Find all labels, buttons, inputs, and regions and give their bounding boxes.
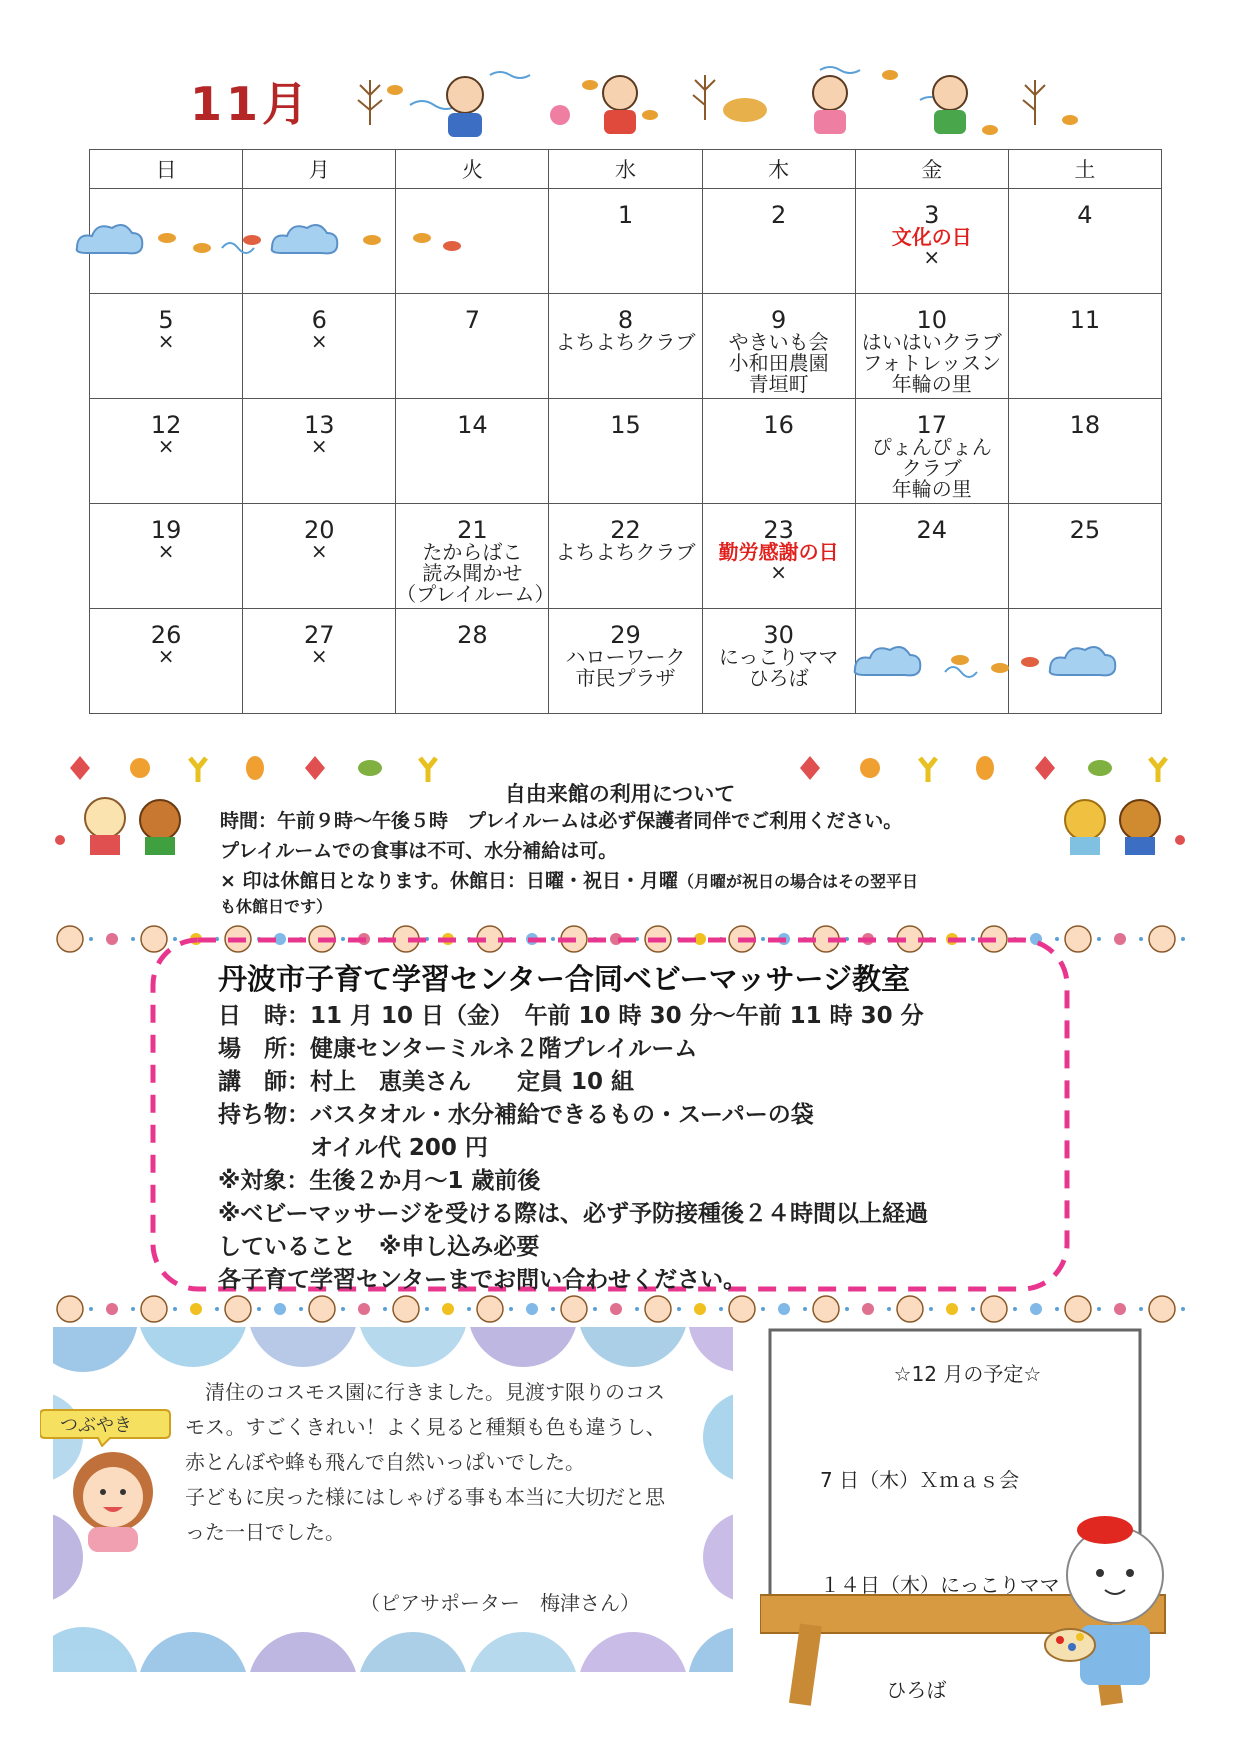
calendar-day-cell: [243, 609, 396, 714]
massage-oil-fee-line: オイル代 200 円: [218, 1135, 488, 1161]
weekday-sun: 日: [90, 150, 243, 189]
calendar-day-cell: [90, 399, 243, 504]
day-number: 28: [457, 621, 488, 649]
calendar-day-cell: [855, 294, 1008, 399]
header-illustration: [350, 55, 1090, 145]
closed-mark-icon: ×: [157, 539, 175, 563]
weekday-thu: 木: [702, 150, 855, 189]
child-illustration-icon: [447, 76, 967, 137]
calendar-day-cell: [1008, 294, 1161, 399]
cloud-decoration-icon: [850, 640, 1140, 690]
calendar-day-cell: [1008, 399, 1161, 504]
day-number: 10: [916, 306, 948, 334]
calendar-week-row: [90, 294, 1162, 399]
usage-title: 自由来館の利用について: [504, 782, 736, 806]
tweet-text: [185, 1375, 675, 1550]
weekday-header-row: [90, 150, 1162, 189]
day-number: 23: [763, 516, 794, 544]
tweet-paragraph-1: 清住のコスモス園に行きました。見渡す限りのコスモス。すごくきれい！よく見ると種類も色も違うし、赤とんぼや蜂も飛んで自然いっぱいでした。: [185, 1380, 666, 1474]
calendar-day-cell: [549, 189, 702, 294]
day-number: 6: [311, 306, 327, 334]
day-number: 8: [617, 306, 634, 334]
day-number: 4: [1077, 201, 1093, 229]
event-note: ひろば: [748, 666, 809, 690]
december-item-nikkori-cont: ひろば: [820, 1678, 947, 1702]
event-note: 読み聞かせ: [422, 561, 523, 585]
event-note: 年輪の里: [891, 477, 972, 501]
closed-mark-icon: ×: [157, 329, 175, 353]
day-number: 17: [916, 411, 948, 439]
day-number: 14: [457, 411, 488, 439]
weekday-sat: 土: [1008, 150, 1161, 189]
usage-info: [220, 806, 1050, 918]
day-number: 11: [1069, 306, 1101, 334]
calendar-day-cell: [702, 189, 855, 294]
calendar-day-cell: [90, 504, 243, 609]
massage-vaccine-note-line: ※ベビーマッサージを受ける際は、必ず予防接種後２４時間以上経過: [218, 1201, 929, 1227]
calendar-day-cell: [702, 504, 855, 609]
calendar-day-cell: [396, 609, 549, 714]
day-number: 29: [610, 621, 641, 649]
day-number: 16: [763, 411, 794, 439]
calendar-day-cell: [1008, 189, 1161, 294]
event-note: 市民プラザ: [575, 666, 676, 690]
day-number: 21: [457, 516, 488, 544]
massage-target-line: ※対象：生後２か月～1 歳前後: [218, 1168, 541, 1194]
day-number: 26: [150, 621, 182, 649]
usage-hours-line: 時間：午前９時～午後５時 プレイルームは必ず保護者同伴でご利用ください。: [220, 810, 903, 832]
event-note: やきいも会: [728, 330, 829, 354]
event-note: クラブ: [901, 456, 962, 480]
massage-items-line: 持ち物：バスタオル・水分補給できるもの・スーパーの袋: [218, 1102, 814, 1128]
calendar-day-cell: [855, 189, 1008, 294]
day-number: 1: [617, 201, 634, 229]
massage-contact-line: 各子育て学習センターまでお問い合わせください。: [218, 1267, 747, 1293]
massage-title: 丹波市子育て学習センター合同ベビーマッサージ教室: [218, 962, 910, 996]
calendar-day-cell: [243, 294, 396, 399]
december-schedule: [820, 1393, 1060, 1743]
closed-mark-icon: ×: [310, 644, 328, 668]
tweet-signature: （ピアサポーター 梅津さん）: [360, 1591, 640, 1615]
closed-mark-icon: ×: [923, 245, 941, 269]
weekday-mon: 月: [243, 150, 396, 189]
weekday-fri: 金: [855, 150, 1008, 189]
calendar-day-cell: [855, 504, 1008, 609]
december-item-xmas: 7 日（木）Ｘｍａｓ会: [820, 1468, 1020, 1492]
tweet-paragraph-2: 子どもに戻った様にはしゃげる事も本当に大切だと思った一日でした。: [185, 1485, 665, 1544]
calendar-day-cell: [396, 504, 555, 609]
calendar-day-cell: [396, 294, 549, 399]
event-note: フォトレッスン: [862, 351, 1002, 375]
closed-mark-icon: ×: [310, 434, 328, 458]
calendar-day-cell: [549, 399, 702, 504]
day-number: 30: [763, 621, 794, 649]
cloud-decoration-icon: [72, 218, 467, 268]
december-item-nikkori: １４日（木）にっこりママ: [820, 1573, 1060, 1597]
calendar-week-row: [90, 399, 1162, 504]
event-note: （プレイルーム）: [396, 582, 555, 606]
event-note: 年輪の里: [891, 372, 972, 396]
day-number: 15: [610, 411, 641, 439]
day-number: 18: [1069, 411, 1101, 439]
day-number: 9: [770, 306, 787, 334]
december-title: ☆12 月の予定☆: [893, 1362, 1042, 1386]
day-number: 22: [610, 516, 641, 544]
usage-food-line: プレイルームでの食事は不可、水分補給は可。: [220, 840, 618, 862]
closed-mark-icon: ×: [770, 560, 788, 584]
holiday-name: 文化の日: [891, 225, 972, 249]
calendar-week-row: [90, 504, 1162, 609]
event-note: よちよちクラブ: [555, 330, 696, 354]
closed-mark-icon: ×: [157, 644, 175, 668]
month-title: 11月: [190, 77, 313, 131]
calendar-day-cell: [90, 294, 243, 399]
day-number: 12: [150, 411, 182, 439]
usage-holiday-note-cont: も休館日です）: [220, 897, 333, 916]
calendar-day-cell: [702, 399, 855, 504]
event-note: ぴょんぴょん: [871, 435, 992, 459]
calendar-day-cell: [549, 504, 702, 609]
day-number: 5: [158, 306, 174, 334]
weekday-wed: 水: [549, 150, 702, 189]
massage-instructor-line: 講 師：村上 恵美さん 定員 10 組: [218, 1069, 635, 1095]
day-number: 19: [150, 516, 182, 544]
day-number: 25: [1069, 516, 1101, 544]
day-number: 2: [770, 201, 787, 229]
calendar-day-cell: [855, 399, 1008, 504]
event-note: はいはいクラブ: [861, 330, 1002, 354]
calendar-day-cell: [702, 294, 855, 399]
usage-holiday-line: [220, 866, 1050, 896]
tweet-label: つぶやき: [60, 1415, 132, 1436]
day-number: 7: [464, 306, 480, 334]
closed-mark-icon: ×: [310, 539, 328, 563]
calendar-day-cell: [1008, 504, 1161, 609]
cat-and-bear-reading-icon: [50, 790, 200, 860]
calendar-day-cell: [243, 399, 396, 504]
massage-place-line: 場 所：健康センターミルネ２階プレイルーム: [218, 1036, 698, 1062]
calendar-day-cell: [549, 294, 702, 399]
usage-holiday-note: （月曜が祝日の場合はその翌平日: [678, 872, 919, 891]
closed-mark-icon: ×: [157, 434, 175, 458]
day-number: 20: [303, 516, 335, 544]
day-number: 27: [303, 621, 335, 649]
holiday-name: 勤労感謝の日: [718, 540, 839, 564]
event-note: 青垣町: [748, 372, 809, 396]
day-number: 13: [303, 411, 335, 439]
event-note: よちよちクラブ: [555, 540, 696, 564]
event-note: 小和田農園: [728, 351, 829, 375]
massage-date-line: 日 時：11 月 10 日（金） 午前 10 時 30 分～午前 11 時 30 分: [218, 1003, 924, 1029]
calendar-day-cell: [549, 609, 702, 714]
calendar-day-cell: [243, 504, 396, 609]
calendar-day-cell: [396, 399, 549, 504]
weekday-tue: 火: [396, 150, 549, 189]
massage-application-line: していること ※申し込み必要: [218, 1234, 540, 1260]
usage-holiday-text: × 印は休館日となります。休館日：日曜・祝日・月曜: [220, 870, 679, 892]
calendar-day-cell: [702, 609, 855, 714]
calendar-day-cell: [90, 609, 243, 714]
event-note: ハローワーク: [565, 645, 686, 669]
day-number: 3: [924, 201, 940, 229]
fox-and-bear-reading-icon: [1055, 790, 1195, 860]
closed-mark-icon: ×: [310, 329, 328, 353]
day-number: 24: [916, 516, 948, 544]
massage-details: [218, 1000, 928, 1297]
event-note: たからばこ: [422, 540, 523, 564]
event-note: にっこりママ: [718, 645, 839, 669]
